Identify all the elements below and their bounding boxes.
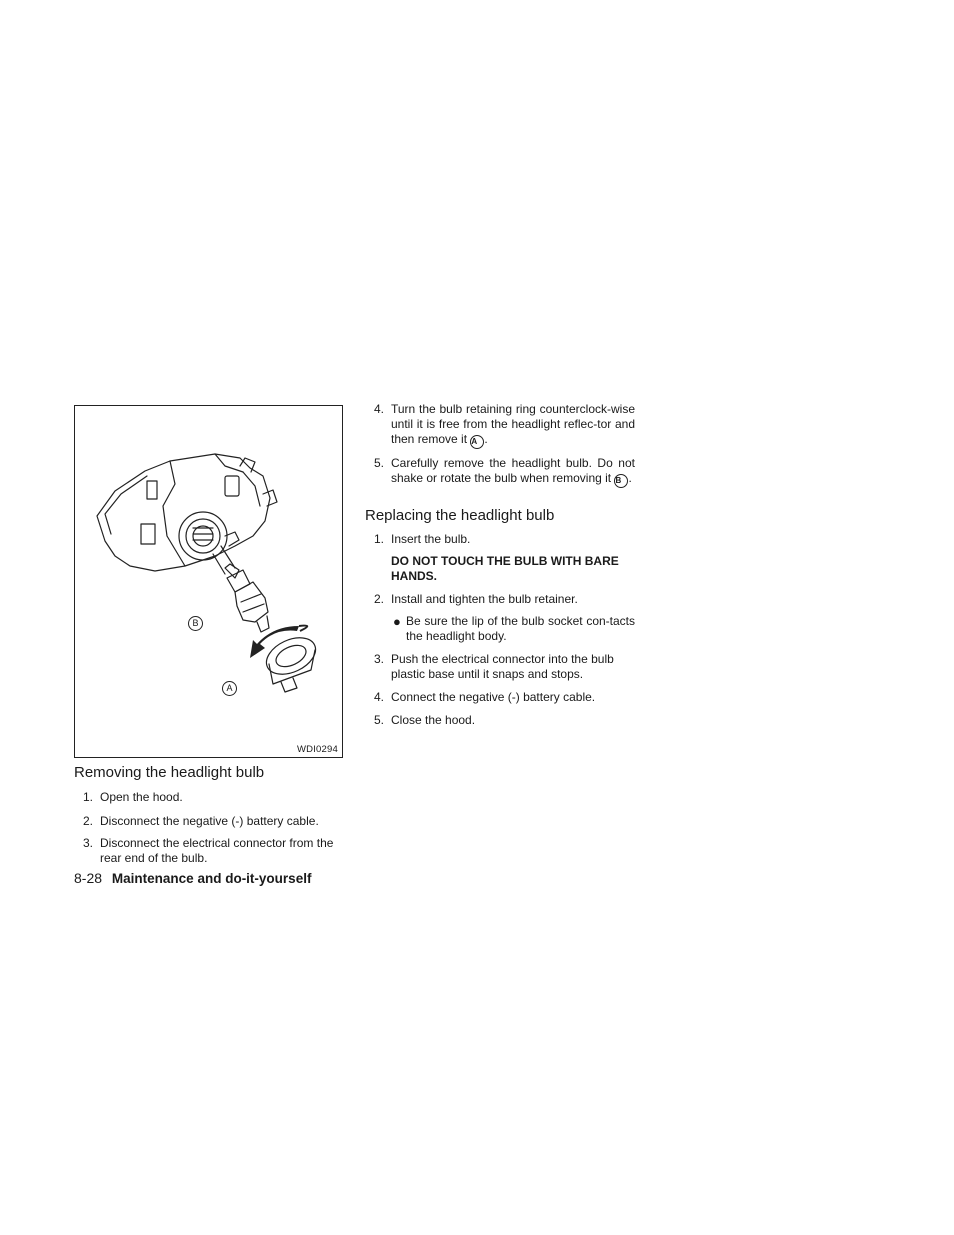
step-number: 3. [83, 836, 94, 850]
step-text: Install and tighten the bulb retainer. [391, 592, 578, 606]
list-item [365, 456, 635, 488]
removing-heading: Removing the headlight bulb [74, 764, 265, 781]
replacing-heading: Replacing the headlight bulb [365, 507, 555, 524]
step-number: 5. [374, 456, 385, 470]
list-item [74, 790, 344, 805]
step-suffix: . [628, 471, 632, 485]
step-number: 4. [374, 402, 385, 416]
step-text: Connect the negative (-) battery cable. [391, 690, 596, 704]
step-text: Turn the bulb retaining ring counterclock-wise until it is free from the headlight reflec-tor and then remove it [391, 402, 635, 446]
bullet-dot-icon: ● [393, 614, 401, 629]
step-text: Carefully remove the headlight bulb. Do not shake or rotate the bulb when removing it [391, 456, 635, 485]
section-title: Maintenance and do-it-yourself [111, 871, 312, 886]
headlight-figure [74, 405, 343, 758]
list-item [74, 814, 344, 829]
step-text: Open the hood. [100, 790, 183, 804]
step-text: Push the electrical connector into the bulb plastic base until it snaps and stops. [391, 652, 614, 681]
step-text: Close the hood. [391, 713, 476, 727]
step-suffix: . [484, 432, 488, 446]
step-number: 5. [374, 713, 385, 727]
bullet-text: Be sure the lip of the bulb socket con-tacts the headlight body. [406, 614, 635, 643]
list-item [365, 713, 635, 728]
step-text: Insert the bulb. [391, 532, 471, 546]
list-item [365, 652, 635, 682]
list-item [74, 836, 344, 866]
step-number: 2. [83, 814, 94, 828]
removing-steps-right [365, 402, 635, 488]
step-number: 3. [374, 652, 385, 666]
figure-code: WDI0294 [296, 744, 338, 755]
callout-b: B [188, 616, 203, 631]
step-number: 1. [374, 532, 385, 546]
warning-text: DO NOT TOUCH THE BULB WITH BARE HANDS. [391, 554, 619, 583]
list-item [365, 402, 635, 449]
list-item [365, 690, 635, 705]
step-text: Disconnect the electrical connector from the rear end of the bulb. [100, 836, 334, 865]
step-number: 4. [374, 690, 385, 704]
callout-a: A [222, 681, 237, 696]
replacing-steps [365, 532, 635, 728]
page-number: 8-28 [74, 870, 103, 886]
callout-b-ref: B [614, 474, 628, 488]
headlight-bulb-illustration [75, 406, 344, 759]
bullet-item [391, 614, 635, 644]
page-footer [74, 870, 311, 886]
step-number: 1. [83, 790, 94, 804]
list-item [365, 592, 635, 644]
callout-a-ref: A [470, 435, 484, 449]
list-item [365, 532, 635, 584]
step-text: Disconnect the negative (-) battery cable. [100, 814, 319, 828]
step-number: 2. [374, 592, 385, 606]
removing-steps-left [74, 790, 344, 866]
